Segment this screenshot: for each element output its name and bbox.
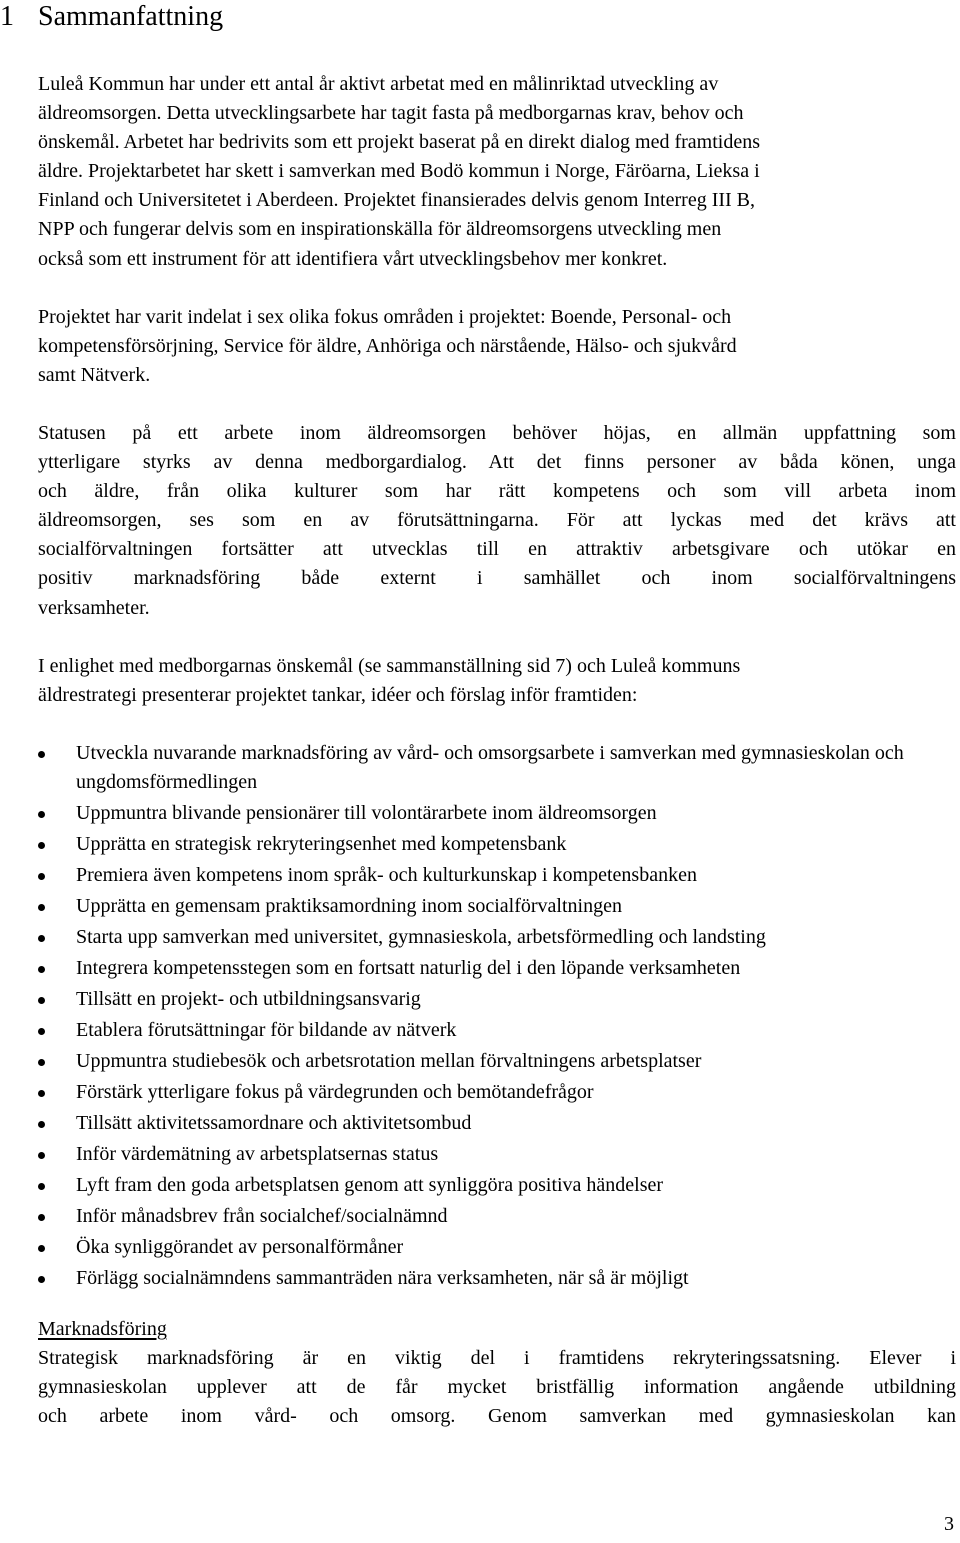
- bullet-icon: [38, 842, 45, 849]
- list-item: [38, 1171, 956, 1200]
- text-line: önskemål. Arbetet har bedrivits som ett projekt baserat på en direkt dialog med framtidens: [38, 131, 761, 154]
- list-item: [38, 1109, 956, 1138]
- chapter-heading: [0, 0, 223, 34]
- list-item: [38, 1078, 956, 1107]
- list-item: [38, 1202, 956, 1231]
- list-item: [38, 861, 956, 890]
- bullet-icon: [38, 966, 45, 973]
- paragraph-proposals-intro: [38, 652, 956, 710]
- spacer: [38, 274, 956, 303]
- proposal-list: [38, 739, 956, 1294]
- text-line: Statusen på ett arbete inom äldreomsorgen behöver höjas, en allmän uppfattning som: [38, 421, 956, 444]
- list-item: [38, 1264, 956, 1293]
- list-item-text: Uppmuntra studiebesök och arbetsrotation mellan förvaltningens arbetsplatser: [76, 1050, 702, 1073]
- list-item-text: Inför värdemätning av arbetsplatsernas status: [76, 1143, 439, 1166]
- list-item-text: Tillsätt en projekt- och utbildningsansvarig: [76, 988, 421, 1011]
- text-line: äldrestrategi presenterar projektet tankar, idéer och förslag inför framtiden:: [38, 683, 638, 706]
- section-title: Marknadsföring: [38, 1318, 167, 1341]
- bullet-icon: [38, 1152, 45, 1159]
- bullet-icon: [38, 873, 45, 880]
- spacer: [38, 710, 956, 739]
- list-item-text: Förlägg socialnämndens sammanträden nära verksamheten, när så är möjligt: [76, 1267, 689, 1290]
- text-line: gymnasieskolan upplever att de får mycket bristfällig information angående utbildning: [38, 1376, 956, 1399]
- text-line: NPP och fungerar delvis som en inspirationskälla för äldreomsorgens utveckling men: [38, 218, 722, 241]
- bullet-icon: [38, 997, 45, 1004]
- paragraph-intro: [38, 70, 956, 274]
- list-item: [38, 1047, 956, 1076]
- text-line: äldreomsorgen, ses som en av förutsättningarna. För att lyckas med det krävs att: [38, 509, 956, 532]
- spacer: [38, 1295, 956, 1315]
- bullet-icon: [38, 1121, 45, 1128]
- bullet-icon: [38, 935, 45, 942]
- text-line: verksamheter.: [38, 596, 150, 619]
- list-item: [38, 1233, 956, 1262]
- text-line: kompetensförsörjning, Service för äldre, Anhöriga och närstående, Hälso- och sjukvård: [38, 334, 737, 357]
- text-line: och arbete inom vård- och omsorg. Genom samverkan med gymnasieskolan kan: [38, 1405, 956, 1428]
- text-line: och äldre, från olika kulturer som har rätt kompetens och som vill arbeta inom: [38, 480, 956, 503]
- page-number: 3: [944, 1513, 954, 1535]
- list-item-text: Etablera förutsättningar för bildande av nätverk: [76, 1019, 457, 1042]
- bullet-icon: [38, 1183, 45, 1190]
- bullet-icon: [38, 751, 45, 758]
- text-line: Luleå Kommun har under ett antal år aktivt arbetat med en målinriktad utveckling av: [38, 73, 719, 95]
- list-item-text: Uppmuntra blivande pensionärer till volontärarbete inom äldreomsorgen: [76, 802, 657, 825]
- text-line: I enlighet med medborgarnas önskemål (se sammanställning sid 7) och Luleå kommuns: [38, 654, 741, 677]
- bullet-icon: [38, 1245, 45, 1252]
- list-item-text: Utveckla nuvarande marknadsföring av vård- och omsorgsarbete i samverkan med gymnasieskolan och ungdomsförmedlingen: [76, 741, 904, 794]
- list-item: [38, 799, 956, 828]
- list-item-text: Förstärk ytterligare fokus på värdegrunden och bemötandefrågor: [76, 1081, 594, 1104]
- chapter-number: 1: [0, 1, 14, 32]
- list-item-text: Öka synliggörandet av personalförmåner: [76, 1236, 404, 1259]
- text-line: också som ett instrument för att identifiera vårt utvecklingsbehov mer konkret.: [38, 247, 668, 270]
- list-item: [38, 1140, 956, 1169]
- bullet-icon: [38, 1090, 45, 1097]
- list-item: [38, 739, 956, 798]
- paragraph-focus-areas: [38, 303, 956, 390]
- chapter-title: Sammanfattning: [38, 1, 224, 32]
- text-line: Projektet har varit indelat i sex olika fokus områden i projektet: Boende, Personal- och: [38, 305, 732, 328]
- bullet-icon: [38, 1214, 45, 1221]
- text-line: Finland och Universitetet i Aberdeen. Projektet finansierades delvis genom Interreg III B,: [38, 189, 756, 212]
- spacer: [38, 390, 956, 419]
- text-line: Strategisk marknadsföring är en viktig del i framtidens rekryteringssatsning. Elever i: [38, 1347, 956, 1370]
- list-item-text: Premiera även kompetens inom språk- och kulturkunskap i kompetensbanken: [76, 864, 697, 887]
- spacer: [38, 623, 956, 652]
- list-item: [38, 985, 956, 1014]
- bullet-icon: [38, 904, 45, 911]
- text-line: positiv marknadsföring både externt i samhället och inom socialförvaltningens: [38, 567, 956, 590]
- text-line: äldre. Projektarbetet har skett i samverkan med Bodö kommun i Norge, Färöarna, Lieksa i: [38, 160, 760, 183]
- paragraph-status: [38, 419, 956, 623]
- section-marknadsforing: [38, 1315, 956, 1431]
- list-item-text: Inför månadsbrev från socialchef/socialnämnd: [76, 1205, 448, 1228]
- bullet-icon: [38, 1059, 45, 1066]
- text-line: socialförvaltningen fortsätter att utvecklas till en attraktiv arbetsgivare och utökar en: [38, 538, 956, 561]
- list-item: [38, 830, 956, 859]
- list-item: [38, 923, 956, 952]
- list-item-text: Upprätta en gemensam praktiksamordning inom socialförvaltningen: [76, 895, 622, 918]
- text-line: ytterligare styrks av denna medborgardialog. Att det finns personer av båda könen, unga: [38, 451, 956, 474]
- list-item-text: Integrera kompetensstegen som en fortsatt naturlig del i den löpande verksamheten: [76, 957, 741, 980]
- list-item: [38, 954, 956, 983]
- bullet-icon: [38, 1276, 45, 1283]
- list-item-text: Lyft fram den goda arbetsplatsen genom att synliggöra positiva händelser: [76, 1174, 664, 1197]
- bullet-icon: [38, 811, 45, 818]
- list-item-text: Upprätta en strategisk rekryteringsenhet med kompetensbank: [76, 833, 567, 856]
- list-item: [38, 1016, 956, 1045]
- document-body: [38, 70, 956, 1432]
- text-line: samt Nätverk.: [38, 363, 151, 386]
- list-item: [38, 892, 956, 921]
- list-item-text: Tillsätt aktivitetssamordnare och aktivitetsombud: [76, 1112, 472, 1135]
- list-item-text: Starta upp samverkan med universitet, gymnasieskola, arbetsförmedling och landsting: [76, 926, 766, 949]
- bullet-icon: [38, 1028, 45, 1035]
- text-line: äldreomsorgen. Detta utvecklingsarbete har tagit fasta på medborgarnas krav, behov och: [38, 102, 744, 125]
